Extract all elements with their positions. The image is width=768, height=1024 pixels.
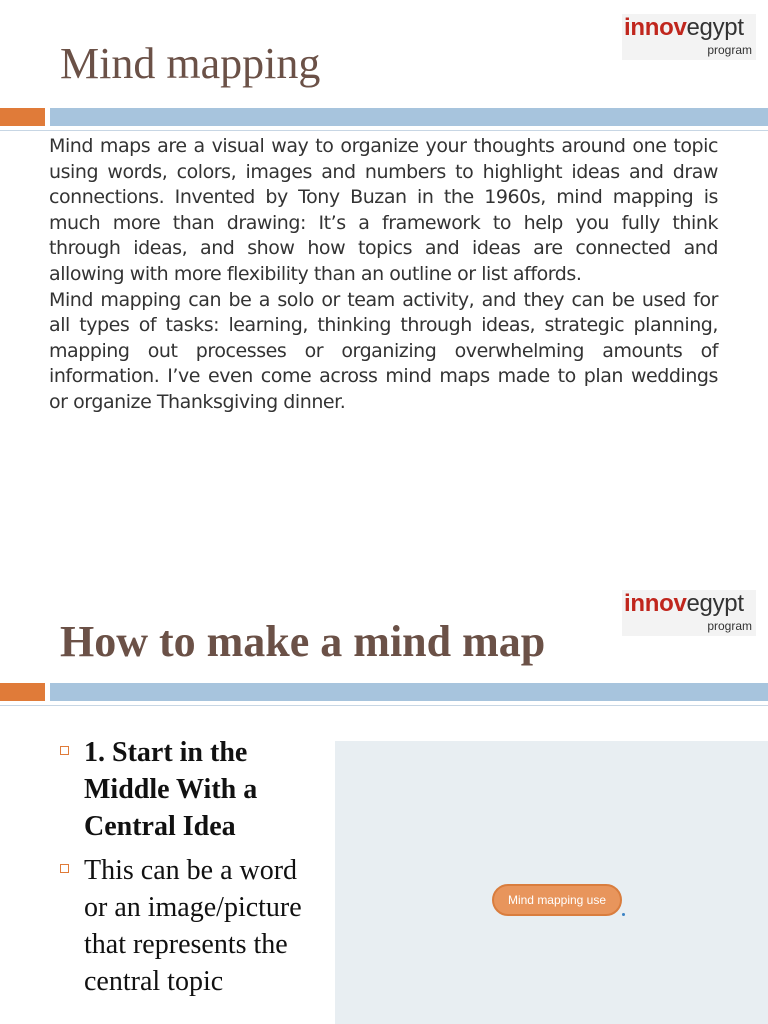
slide-title: How to make a mind map: [60, 617, 546, 666]
slide-title: Mind mapping: [60, 39, 321, 88]
logo-subtitle: program: [707, 43, 752, 57]
accent-bar-blue: [50, 108, 768, 126]
mind-map-figure: [335, 741, 768, 1024]
slide-how-to-make: [0, 576, 768, 1024]
square-bullet-icon: [60, 864, 69, 873]
logo-subtitle: program: [707, 619, 752, 633]
list-item: 1. Start in the Middle With a Central Idea: [60, 734, 325, 845]
logo-wordmark: innovegypt: [624, 14, 744, 41]
paragraph: Mind mapping can be a solo or team activity, and they can be used for all types of tasks: learning, thinking through ideas, strategic planning, mapping out processes or organizing overwhelming amounts of information. I’ve even come across mind maps made to plan weddings or organize Thanksgiving dinner.: [49, 288, 718, 413]
bullet-list: [60, 734, 325, 1007]
accent-bar-blue: [50, 683, 768, 701]
accent-bar-orange: [0, 108, 45, 126]
connector-dot: [622, 913, 625, 916]
divider-line: [0, 130, 768, 131]
list-item: This can be a word or an image/picture that represents the central topic: [60, 852, 325, 1000]
square-bullet-icon: [60, 746, 69, 755]
accent-bar-orange: [0, 683, 45, 701]
logo-wordmark: innovegypt: [624, 590, 744, 617]
body-text: [49, 134, 718, 416]
central-idea-node: Mind mapping use: [492, 884, 622, 916]
divider-line: [0, 705, 768, 706]
innovegypt-logo: [622, 590, 756, 636]
paragraph: Mind maps are a visual way to organize your thoughts around one topic using words, colors, images and numbers to highlight ideas and draw connections. Invented by Tony Buzan in the 1960s, mind mapping is much more than drawing: It’s a framework to help you fully think through ideas, and show how topics and ideas are connected and allowing with more flexibility than an outline or list affords.: [49, 135, 718, 285]
innovegypt-logo: [622, 14, 756, 60]
